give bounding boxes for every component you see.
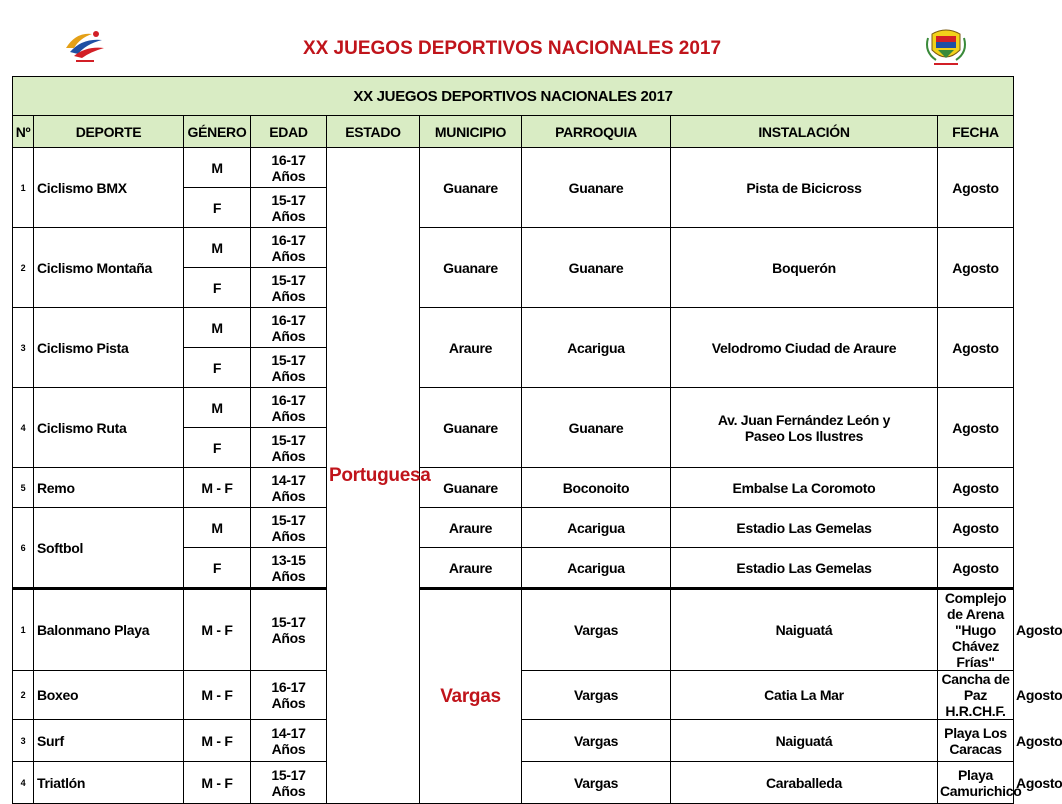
age: 16-17 Años: [251, 671, 327, 720]
instalacion: Complejo de Arena "Hugo Chávez Frías": [938, 589, 1014, 671]
gender: F: [184, 548, 251, 589]
table-row: 4 Triatlón M - F 15-17 Años Vargas Caraballeda Playa Camurichico Agosto: [13, 762, 1014, 804]
municipio: Vargas: [522, 671, 671, 720]
col-header-instalacion: INSTALACIÓN: [671, 116, 938, 148]
fecha: Agosto: [938, 508, 1014, 548]
col-header-parroquia: PARROQUIA: [522, 116, 671, 148]
instalacion: Estadio Las Gemelas: [671, 508, 938, 548]
col-header-genero: GÉNERO: [184, 116, 251, 148]
gender: M: [184, 308, 251, 348]
table-row: [13, 388, 1014, 428]
parroquia: Guanare: [522, 228, 671, 308]
instalacion: Playa Los Caracas: [938, 720, 1014, 762]
gender: F: [184, 348, 251, 388]
municipio: Araure: [420, 508, 522, 548]
gender: F: [184, 188, 251, 228]
instalacion: [671, 388, 938, 468]
table-row: [13, 228, 1014, 268]
parroquia: Acarigua: [522, 308, 671, 388]
table-banner: XX JUEGOS DEPORTIVOS NACIONALES 2017: [13, 77, 1014, 116]
age: 15-17 Años: [251, 188, 327, 228]
gender: M - F: [184, 671, 251, 720]
instalacion: Velodromo Ciudad de Araure: [671, 308, 938, 388]
parroquia: Naiguatá: [671, 589, 938, 671]
table-header-row: [13, 116, 1014, 148]
municipio: Guanare: [420, 388, 522, 468]
sport-name: Ciclismo Ruta: [34, 388, 184, 468]
col-header-fecha: FECHA: [938, 116, 1014, 148]
sport-name: Remo: [34, 468, 184, 508]
fecha: Agosto: [938, 148, 1014, 228]
age: 13-15 Años: [251, 548, 327, 589]
row-number: 1: [13, 589, 34, 671]
municipio: Guanare: [420, 228, 522, 308]
parroquia: Naiguatá: [671, 720, 938, 762]
page-title: XX JUEGOS DEPORTIVOS NACIONALES 2017: [302, 38, 722, 59]
instalacion-line-2: Paseo Los Ilustres: [744, 427, 864, 444]
parroquia: Guanare: [522, 148, 671, 228]
sport-name: Surf: [34, 720, 184, 762]
row-number: 5: [13, 468, 34, 508]
age: 14-17 Años: [251, 468, 327, 508]
municipio: Guanare: [420, 468, 522, 508]
age: 15-17 Años: [251, 428, 327, 468]
row-number: 6: [13, 508, 34, 589]
age: 15-17 Años: [251, 268, 327, 308]
instalacion: Estadio Las Gemelas: [671, 548, 938, 589]
gender: M: [184, 508, 251, 548]
col-header-num: Nº: [13, 116, 34, 148]
row-number: 3: [13, 308, 34, 388]
fecha: Agosto: [938, 468, 1014, 508]
municipio: Vargas: [522, 589, 671, 671]
age: 15-17 Años: [251, 589, 327, 671]
municipio: Vargas: [522, 720, 671, 762]
table-row: 1 Balonmano Playa M - F 15-17 Años Vargas Vargas Naiguatá Complejo de Arena "Hugo Chávez Frías" Agosto: [13, 589, 1014, 671]
col-header-municipio: MUNICIPIO: [420, 116, 522, 148]
row-number: 4: [13, 762, 34, 804]
col-header-edad: EDAD: [251, 116, 327, 148]
gender: M: [184, 228, 251, 268]
age: 15-17 Años: [251, 348, 327, 388]
age: 16-17 Años: [251, 228, 327, 268]
table-row: 3 Surf M - F 14-17 Años Vargas Naiguatá Playa Los Caracas Agosto: [13, 720, 1014, 762]
fecha: Agosto: [938, 548, 1014, 589]
instalacion: Embalse La Coromoto: [671, 468, 938, 508]
gender: M - F: [184, 762, 251, 804]
gender: M - F: [184, 589, 251, 671]
age: 16-17 Años: [251, 148, 327, 188]
state-vargas: Vargas: [420, 589, 522, 804]
sport-name: Triatlón: [34, 762, 184, 804]
age: 14-17 Años: [251, 720, 327, 762]
gender: M - F: [184, 720, 251, 762]
coat-of-arms-icon: [922, 24, 970, 68]
row-number: 1: [13, 148, 34, 228]
row-number: 3: [13, 720, 34, 762]
municipio: Araure: [420, 548, 522, 589]
fecha: Agosto: [938, 308, 1014, 388]
games-schedule-table: [12, 76, 1062, 804]
table-row: [13, 308, 1014, 348]
municipio: Guanare: [420, 148, 522, 228]
table-row: [13, 148, 1014, 188]
sport-name: Ciclismo Montaña: [34, 228, 184, 308]
sport-name: Boxeo: [34, 671, 184, 720]
table-row: 2 Boxeo M - F 16-17 Años Vargas Catia La Mar Cancha de Paz H.R.CH.F. Agosto: [13, 671, 1014, 720]
table-row: [13, 508, 1014, 548]
age: 15-17 Años: [251, 508, 327, 548]
state-portuguesa: Portuguesa: [327, 148, 420, 804]
parroquia: Boconoito: [522, 468, 671, 508]
fecha: Agosto: [938, 388, 1014, 468]
age: 16-17 Años: [251, 388, 327, 428]
row-number: 4: [13, 388, 34, 468]
sport-name: Balonmano Playa: [34, 589, 184, 671]
instalacion: Cancha de Paz H.R.CH.F.: [938, 671, 1014, 720]
instalacion: Playa Camurichico: [938, 762, 1014, 804]
gender: F: [184, 268, 251, 308]
municipio: Araure: [420, 308, 522, 388]
gender: F: [184, 428, 251, 468]
parroquia: Acarigua: [522, 548, 671, 589]
parroquia: Catia La Mar: [671, 671, 938, 720]
gender: M - F: [184, 468, 251, 508]
row-number: 2: [13, 671, 34, 720]
instalacion: Pista de Bicicross: [671, 148, 938, 228]
sport-name: Softbol: [34, 508, 184, 589]
gender: M: [184, 148, 251, 188]
instalacion-line-1: Av. Juan Fernández León y: [717, 411, 891, 428]
parroquia: Acarigua: [522, 508, 671, 548]
age: 15-17 Años: [251, 762, 327, 804]
instalacion: Boquerón: [671, 228, 938, 308]
parroquia: Guanare: [522, 388, 671, 468]
sport-name: Ciclismo Pista: [34, 308, 184, 388]
sport-name: Ciclismo BMX: [34, 148, 184, 228]
gender: M: [184, 388, 251, 428]
col-header-deporte: DEPORTE: [34, 116, 184, 148]
fecha: Agosto: [938, 228, 1014, 308]
row-number: 2: [13, 228, 34, 308]
municipio: Vargas: [522, 762, 671, 804]
parroquia: Caraballeda: [671, 762, 938, 804]
age: 16-17 Años: [251, 308, 327, 348]
table-row: [13, 468, 1014, 508]
col-header-estado: ESTADO: [327, 116, 420, 148]
